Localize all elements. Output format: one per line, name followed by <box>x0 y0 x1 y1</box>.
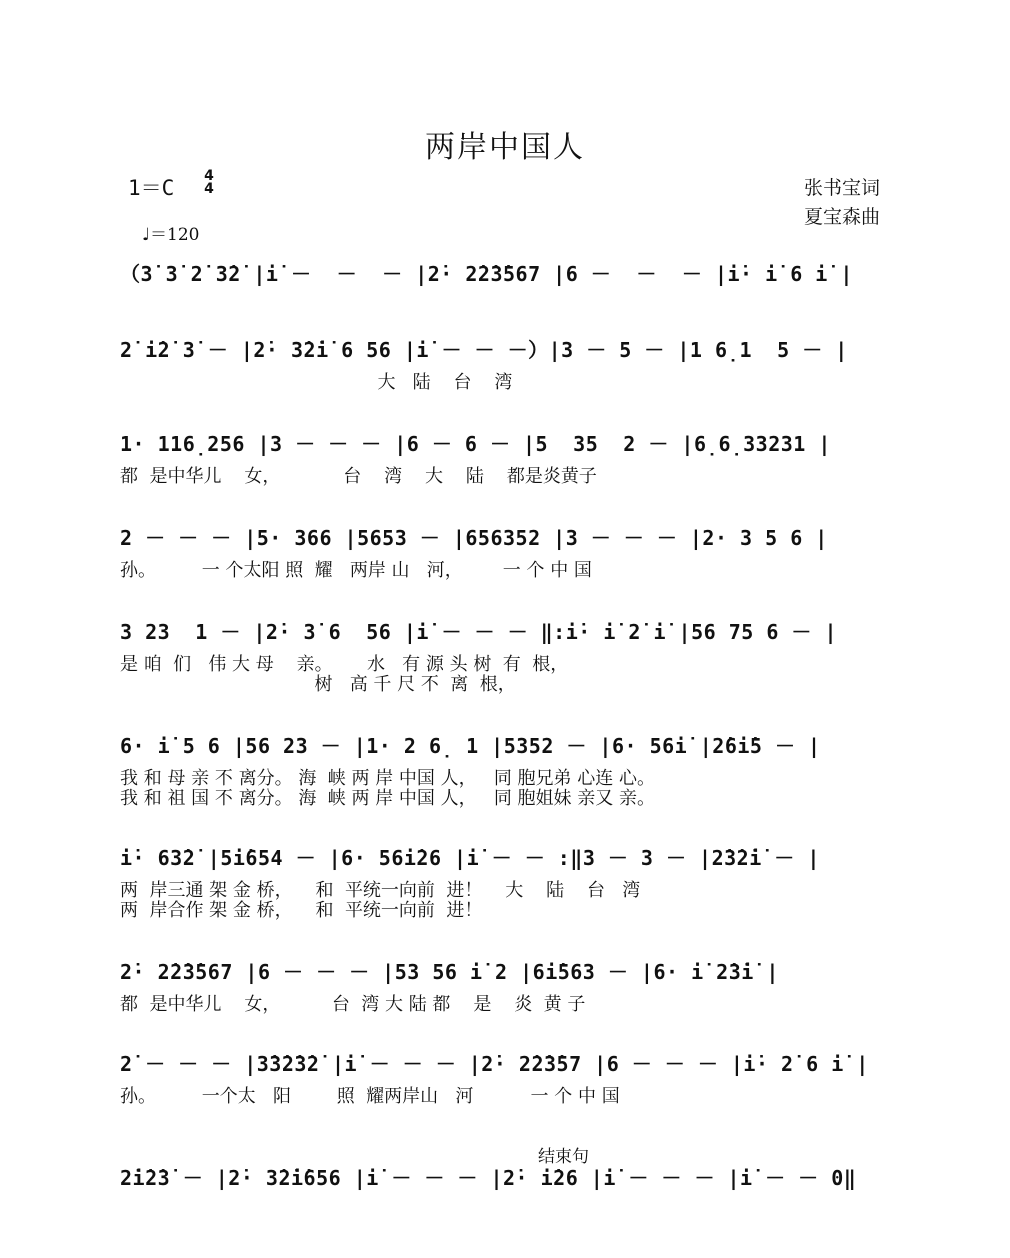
composer: 夏宝森曲 <box>803 206 880 228</box>
lyric-verse-1: 都 是中华儿 女， 台 湾 大 陆 都 是 炎 黄 子 <box>120 994 586 1015</box>
time-signature-top: 4 <box>204 168 214 184</box>
time-signature-bottom: 4 <box>204 181 214 197</box>
notes: 2̇i̇2̇3̇ － |2̇· 3̇2̇i̇656 |i̇ － － － |2̇· i̇26 |i̇ － － － |i̇ － － 0‖ <box>120 1166 857 1190</box>
key-signature: 1＝C <box>128 176 175 200</box>
page-crop-edge <box>0 1210 1010 1258</box>
lyric-verse-1: 大 陆 台 湾 <box>120 372 513 393</box>
notes: 3 23 1 － |2̇· 3̇ 6 56 |i̇ － － － ‖:i̇· i̇ 2̇ i̇ |56 75 6 － | <box>120 620 838 644</box>
time-signature <box>200 170 218 196</box>
score-line-3 <box>120 428 892 500</box>
lyric-verse-1: 我 和 母 亲 不 离分。 海 峡 两 岸 中国 人， 同 胞兄弟 心连 心。 <box>120 768 655 789</box>
lyric-verse-1: 孙。 一个太 阳 照 耀两岸山 河 一 个 中 国 <box>120 1086 620 1107</box>
notes: 2 － － － |5· 366 |5653 － |656352 |3 － － － |2· 3 5 6 | <box>120 526 828 550</box>
lyric-verse-1: 是 咱 们 伟 大 母 亲。 水 有 源 头 树 有 根， <box>120 654 569 675</box>
score-line-9 <box>120 1048 892 1120</box>
score-line-5 <box>120 616 892 695</box>
score-line-6 <box>120 730 892 809</box>
score-line-1 <box>120 258 892 330</box>
notes: 2̇· 2̇2̇3̇567 |6 － － － |53 56 i̇ 2 |6i̇563 － |6· i̇ 2̇3̇i̇ | <box>120 960 779 984</box>
notes: 2̇ i̇2̇ 3̇ － |2̇· 3̇2̇i̇ 6 56 |i̇ － － －）|3 － 5 － |1 6̣1 5 － | <box>120 338 848 362</box>
lyricist: 张书宝词 <box>803 177 880 199</box>
score-line-7 <box>120 842 892 921</box>
lyric-verse-2: 两 岸合作 架 金 桥， 和 平统一向前 进！ <box>120 900 483 921</box>
notes: 1· 116̣256 |3 － － － |6 － 6 － |5 35 2 － |6̣6̣33231 | <box>120 432 831 456</box>
lyric-verse-1: 都 是中华儿 女， 台 湾 大 陆 都是炎黄子 <box>120 466 597 487</box>
lyric-verse-2: 我 和 祖 国 不 离分。 海 峡 两 岸 中国 人， 同 胞姐妹 亲又 亲。 <box>120 788 655 809</box>
tempo-marking: ♩＝120 <box>142 225 200 245</box>
lyric-verse-1: 孙。 一 个太阳 照 耀 两岸 山 河， 一 个 中 国 <box>120 560 592 581</box>
score-line-4 <box>120 522 892 594</box>
lyric-verse-1: 两 岸三通 架 金 桥， 和 平统一向前 进！ 大 陆 台 湾 <box>120 880 641 901</box>
score-line-2 <box>120 334 892 406</box>
song-title: 两岸中国人 <box>425 130 585 165</box>
notes: 6· i̇ 5 6 |56 23 － |1· 2 6̣ 1 |5352 － |6· 56i̇ |2̇6i̇5 － | <box>120 734 821 758</box>
notes: （3̇ 3̇ 2̇ 3̇2̇ |i̇ － － － |2̇· 2̇2̇3̇567 |6 － － － |i̇· i̇ 6 i̇ | <box>120 262 853 286</box>
notes: 2̇ － － － |3̇3̇2̇3̇2̇ |i̇ － － － |2̇· 2̇2̇3̇57 |6 － － － |i̇· 2̇ 6 i̇ | <box>120 1052 869 1076</box>
score-line-8 <box>120 956 892 1028</box>
ending-phrase-label: 结束句 <box>538 1147 589 1167</box>
credits <box>804 174 880 232</box>
notes: i̇· 63̇2̇ |5i̇654 － |6· 56i̇26 |i̇ － － :‖3 － 3 － |2̇3̇2̇i̇ － | <box>120 846 820 870</box>
lyric-verse-2: 树 高 千 尺 不 离 根， <box>120 674 516 695</box>
